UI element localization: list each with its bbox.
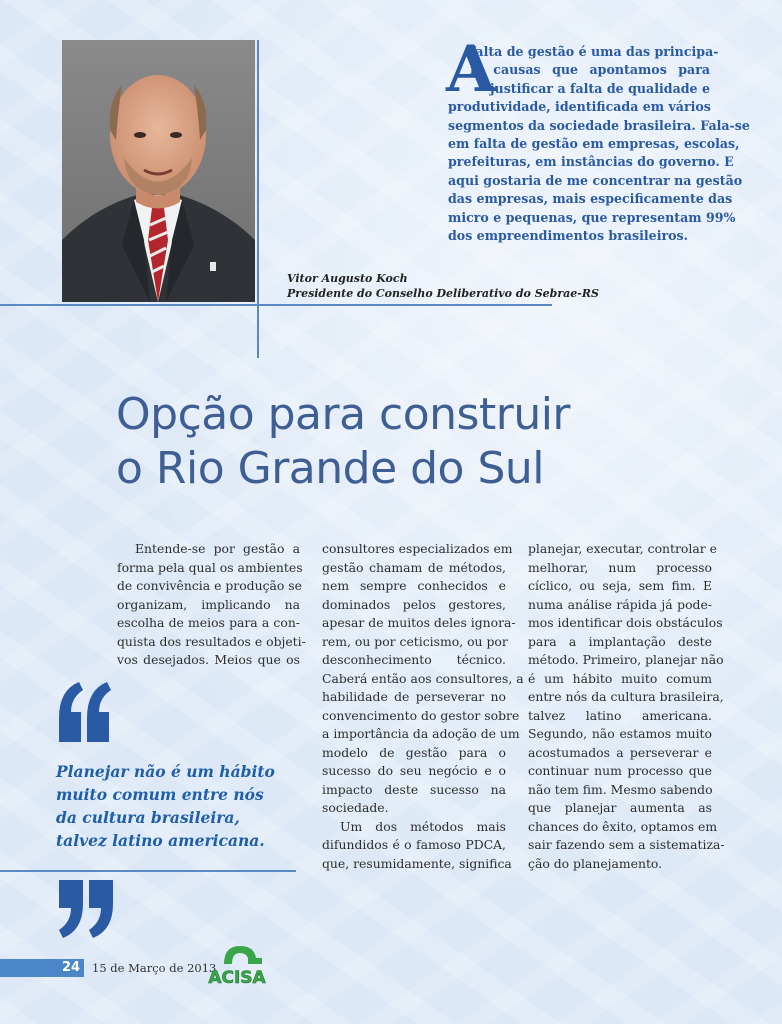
body-line: método. Primeiro, planejar não	[528, 652, 724, 667]
pull-quote-line: da cultura brasileira,	[56, 808, 240, 827]
body-line: chances do êxito, optamos em	[528, 818, 718, 834]
body-line: Entende-se por gestão a	[135, 541, 300, 556]
pull-quote-line: muito comum entre nós	[56, 785, 264, 804]
body-line: planejar, executar, controlar e	[528, 541, 717, 556]
open-quote-icon	[55, 680, 115, 750]
body-line: para a implantação deste	[528, 633, 712, 649]
body-line: acostumados a perseverar e	[528, 744, 712, 760]
body-line: escolha de meios para a con-	[117, 615, 300, 630]
body-line: gestão chamam de métodos,	[322, 559, 506, 575]
acisa-logo	[204, 942, 270, 988]
pull-quote-line: talvez latino americana.	[56, 831, 265, 850]
body-line: quista dos resultados e objeti-	[117, 633, 306, 649]
intro-line: dos empreendimentos brasileiros.	[448, 228, 688, 244]
headline-line-2: o Rio Grande do Sul	[116, 443, 545, 494]
author-role: Presidente do Conselho Deliberativo do Sebrae-RS	[287, 287, 599, 300]
body-line: sucesso do seu negócio e o	[322, 763, 506, 778]
article-headline	[116, 388, 570, 496]
body-line: habilidade de perseverar no	[322, 689, 506, 704]
author-photo	[62, 40, 255, 302]
body-line: organizam, implicando na	[117, 596, 300, 612]
body-line: talvez latino americana.	[528, 707, 712, 723]
body-line: desconhecimento técnico.	[322, 652, 506, 667]
intro-line: em falta de gestão em empresas, escolas,	[448, 136, 740, 152]
body-column-3	[528, 540, 725, 873]
body-column-2	[322, 540, 524, 873]
body-line: convencimento do gestor sobre	[322, 707, 520, 723]
body-line: Caberá então aos consultores, a	[322, 670, 524, 686]
body-line: não tem fim. Mesmo sabendo	[528, 781, 713, 797]
body-line: vos desejados. Meios que os	[117, 652, 300, 667]
body-line: forma pela qual os ambientes	[117, 559, 303, 575]
body-line: apesar de muitos deles ignora-	[322, 615, 516, 630]
intro-line: segmentos da sociedade brasileira. Fala-se	[448, 117, 750, 133]
issue-date: 15 de Março de 2013	[92, 961, 217, 975]
body-line: consultores especializados em	[322, 541, 513, 556]
body-line: que planejar aumenta as	[528, 800, 712, 815]
intro-line: justificar a falta de qualidade e	[490, 80, 710, 96]
headline-line-1: Opção para construir	[116, 389, 571, 440]
pull-quote	[56, 760, 286, 852]
body-line: sair fazendo sem a sistematiza-	[528, 837, 725, 852]
body-line: Um dos métodos mais	[340, 818, 506, 834]
author-credit	[287, 271, 599, 301]
intro-line: prefeituras, em instâncias do governo. E	[448, 154, 734, 170]
intro-line: falta de gestão é uma das principa-	[470, 44, 719, 59]
pull-quote-rule	[0, 870, 296, 872]
body-line: mos identificar dois obstáculos	[528, 615, 723, 630]
body-line: de convivência e produção se	[117, 578, 303, 593]
intro-line: das empresas, mais especificamente das	[448, 191, 733, 207]
page-number: 24	[62, 960, 81, 975]
body-line: é um hábito muito comum	[528, 670, 712, 686]
body-line: modelo de gestão para o	[322, 744, 506, 760]
vertical-rule	[257, 40, 259, 358]
pull-quote-line: Planejar não é um hábito	[56, 762, 275, 781]
body-line: que, resumidamente, significa	[322, 855, 512, 871]
body-line: sociedade.	[322, 800, 389, 815]
body-line: entre nós da cultura brasileira,	[528, 689, 724, 704]
body-line: cíclico, ou seja, sem fim. E	[528, 578, 712, 593]
intro-line: aqui gostaria de me concentrar na gestão	[448, 172, 743, 188]
body-line: a importância da adoção de um	[322, 726, 520, 741]
intro-line: is causas que apontamos para	[470, 62, 710, 78]
body-line: ção do planejamento.	[528, 855, 663, 871]
intro-line: produtividade, identificada em vários	[448, 99, 711, 115]
body-line: nem sempre conhecidos e	[322, 578, 506, 593]
logo-text: ACISA	[208, 968, 266, 988]
intro-paragraph	[448, 43, 750, 245]
body-line: rem, ou por ceticismo, ou por	[322, 633, 508, 649]
body-line: Segundo, não estamos muito	[528, 726, 712, 741]
horizontal-rule-top	[0, 304, 552, 306]
intro-line: micro e pequenas, que representam 99%	[448, 209, 736, 225]
body-line: dominados pelos gestores,	[322, 596, 506, 612]
body-line: impacto deste sucesso na	[322, 781, 506, 797]
body-line: continuar num processo que	[528, 763, 712, 778]
drop-cap: A	[446, 32, 496, 107]
portrait-image	[62, 40, 255, 302]
author-name: Vitor Augusto Koch	[287, 272, 408, 285]
body-line: numa análise rápida já pode-	[528, 596, 712, 612]
body-column-1	[117, 540, 306, 670]
body-line: difundidos é o famoso PDCA,	[322, 837, 506, 852]
close-quote-icon	[55, 878, 117, 940]
body-line: melhorar, num processo	[528, 559, 712, 575]
